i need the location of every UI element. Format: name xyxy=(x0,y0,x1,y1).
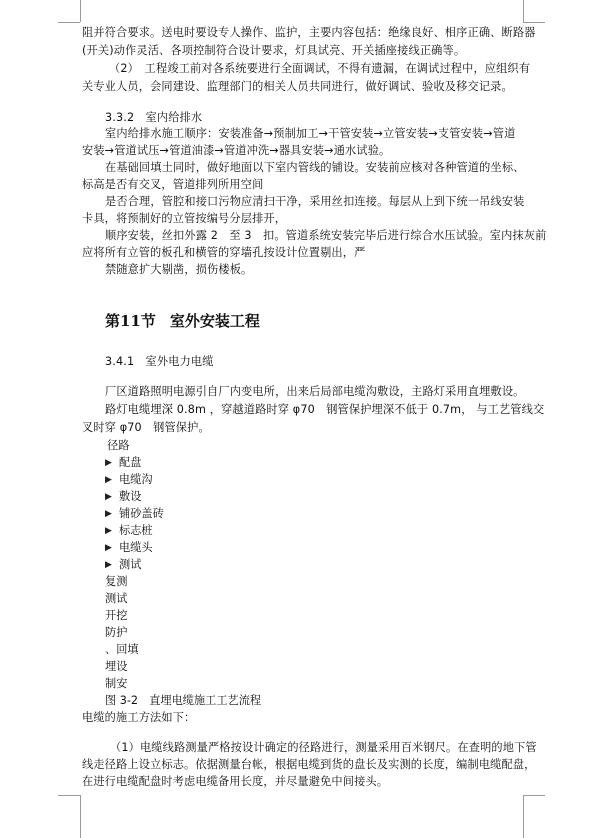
triangle-bullet-icon: ▶ xyxy=(105,458,112,468)
section-title: 室外安装工程 xyxy=(169,312,260,330)
paragraph-line: 厂区道路照明电源引自厂内变电所，出来后局部电缆沟敷设，主路灯采用直埋敷设。 xyxy=(105,385,525,398)
subsection-heading: 3.3.2 室内给排水 xyxy=(105,111,203,124)
crop-mark-bottom-left-v xyxy=(80,795,81,838)
flow-step: 埋设 xyxy=(105,660,128,673)
triangle-bullet-icon: ▶ xyxy=(105,543,112,553)
flow-step: 开挖 xyxy=(105,609,128,622)
subsection-heading: 3.4.1 室外电力电缆 xyxy=(105,355,214,368)
paragraph-line: 叉时穿 φ70 钢管保护。 xyxy=(82,421,210,434)
flow-step: 防护 xyxy=(105,626,128,639)
paragraph-line: （2） 工程竣工前对各系统要进行全面调试，不得有遗漏，在调试过程中，应组织有 xyxy=(109,62,531,75)
paragraph-line: 标高是否有交叉，管道排列所用空间 xyxy=(82,178,264,191)
flow-step: 复测 xyxy=(105,575,128,588)
paragraph-line: 是否合理，管腔和接口污物应清扫干净，采用丝扣连接。每层从上到下统一吊线安装 xyxy=(105,195,525,208)
flow-step-bullet: ▶ 敷设 xyxy=(105,490,142,503)
paragraph-line: 禁随意扩大剔凿，损伤楼板。 xyxy=(105,263,253,276)
paragraph-line: 卡具，将预制好的立管按编号分层排开， xyxy=(82,212,287,225)
section-heading xyxy=(105,312,260,330)
paragraph-line: 阻并符合要求。送电时要设专人操作、监护，主要内容包括：绝缘良好、相序正确、断路器 xyxy=(82,26,536,39)
paragraph-line: （1）电缆线路测量严格按设计确定的径路进行，测量采用百米钢尺。在查明的地下管 xyxy=(110,741,537,754)
crop-mark-top-left-h xyxy=(58,22,80,23)
triangle-bullet-icon: ▶ xyxy=(105,560,112,570)
flow-step-bullet: ▶ 电缆头 xyxy=(105,541,153,554)
crop-mark-bottom-left-h xyxy=(58,795,80,796)
crop-mark-top-right-h xyxy=(523,22,545,23)
crop-mark-bottom-right-h xyxy=(523,795,545,796)
paragraph-line: 室内给排水施工顺序：安装准备→预制加工→干管安装→立管安装→支管安装→管道 xyxy=(105,127,516,140)
paragraph-line: 在基础回填土同时，做好地面以下室内管线的铺设。安装前应核对各种管道的坐标、 xyxy=(105,161,525,174)
flow-step-start: 径路 xyxy=(107,439,130,452)
paragraph-line: 应将所有立管的板孔和横管的穿墙孔按设计位置剔出，严 xyxy=(82,246,366,259)
flow-step: 制安 xyxy=(105,677,128,690)
paragraph-line: 在进行电缆配盘时考虑电缆备用长度，并尽量避免中间接头。 xyxy=(82,775,389,788)
crop-mark-top-left-v xyxy=(80,0,81,22)
paragraph-line: (开关)动作灵活、各项控制符合设计要求，灯具试亮、开关插座接线正确等。 xyxy=(82,44,466,57)
paragraph-line: 电缆的施工方法如下： xyxy=(82,711,196,724)
paragraph-line: 线走径路上设立标志。依据测量台帐，根据电缆到货的盘长及实测的长度，编制电缆配盘， xyxy=(82,758,536,771)
paragraph-line: 路灯电缆埋深 0.8m ，穿越道路时穿 φ70 钢管保护埋深不低于 0.7m， 与工艺管线交 xyxy=(105,403,545,416)
paragraph-line: 安装→管道试压→管道油漆→管道冲洗→器具安装→通水试验。 xyxy=(82,144,391,157)
paragraph-line: 顺序安装，丝扣外露 2 至 3 扣。管道系统安装完毕后进行综合水压试验。室内抹灰前 xyxy=(105,229,547,242)
triangle-bullet-icon: ▶ xyxy=(105,492,112,502)
flow-step-bullet: ▶ 配盘 xyxy=(105,456,142,469)
flow-step-bullet: ▶ 铺砂盖砖 xyxy=(105,507,164,520)
flow-step-bullet: ▶ 电缆沟 xyxy=(105,473,153,486)
triangle-bullet-icon: ▶ xyxy=(105,509,112,519)
flow-step: 、回填 xyxy=(105,643,139,656)
flow-step-bullet: ▶ 标志桩 xyxy=(105,524,153,537)
triangle-bullet-icon: ▶ xyxy=(105,475,112,485)
triangle-bullet-icon: ▶ xyxy=(105,526,112,536)
figure-caption: 图 3-2 直埋电缆施工工艺流程 xyxy=(105,694,262,707)
section-number: 第11节 xyxy=(105,312,156,330)
crop-mark-top-right-v xyxy=(523,0,524,22)
crop-mark-bottom-right-v xyxy=(523,795,524,838)
flow-step: 测试 xyxy=(105,592,128,605)
paragraph-line: 关专业人员，会同建设、监理部门的相关人员共同进行，做好调试、验收及移交记录。 xyxy=(82,80,513,93)
flow-step-bullet: ▶ 测试 xyxy=(105,558,142,571)
